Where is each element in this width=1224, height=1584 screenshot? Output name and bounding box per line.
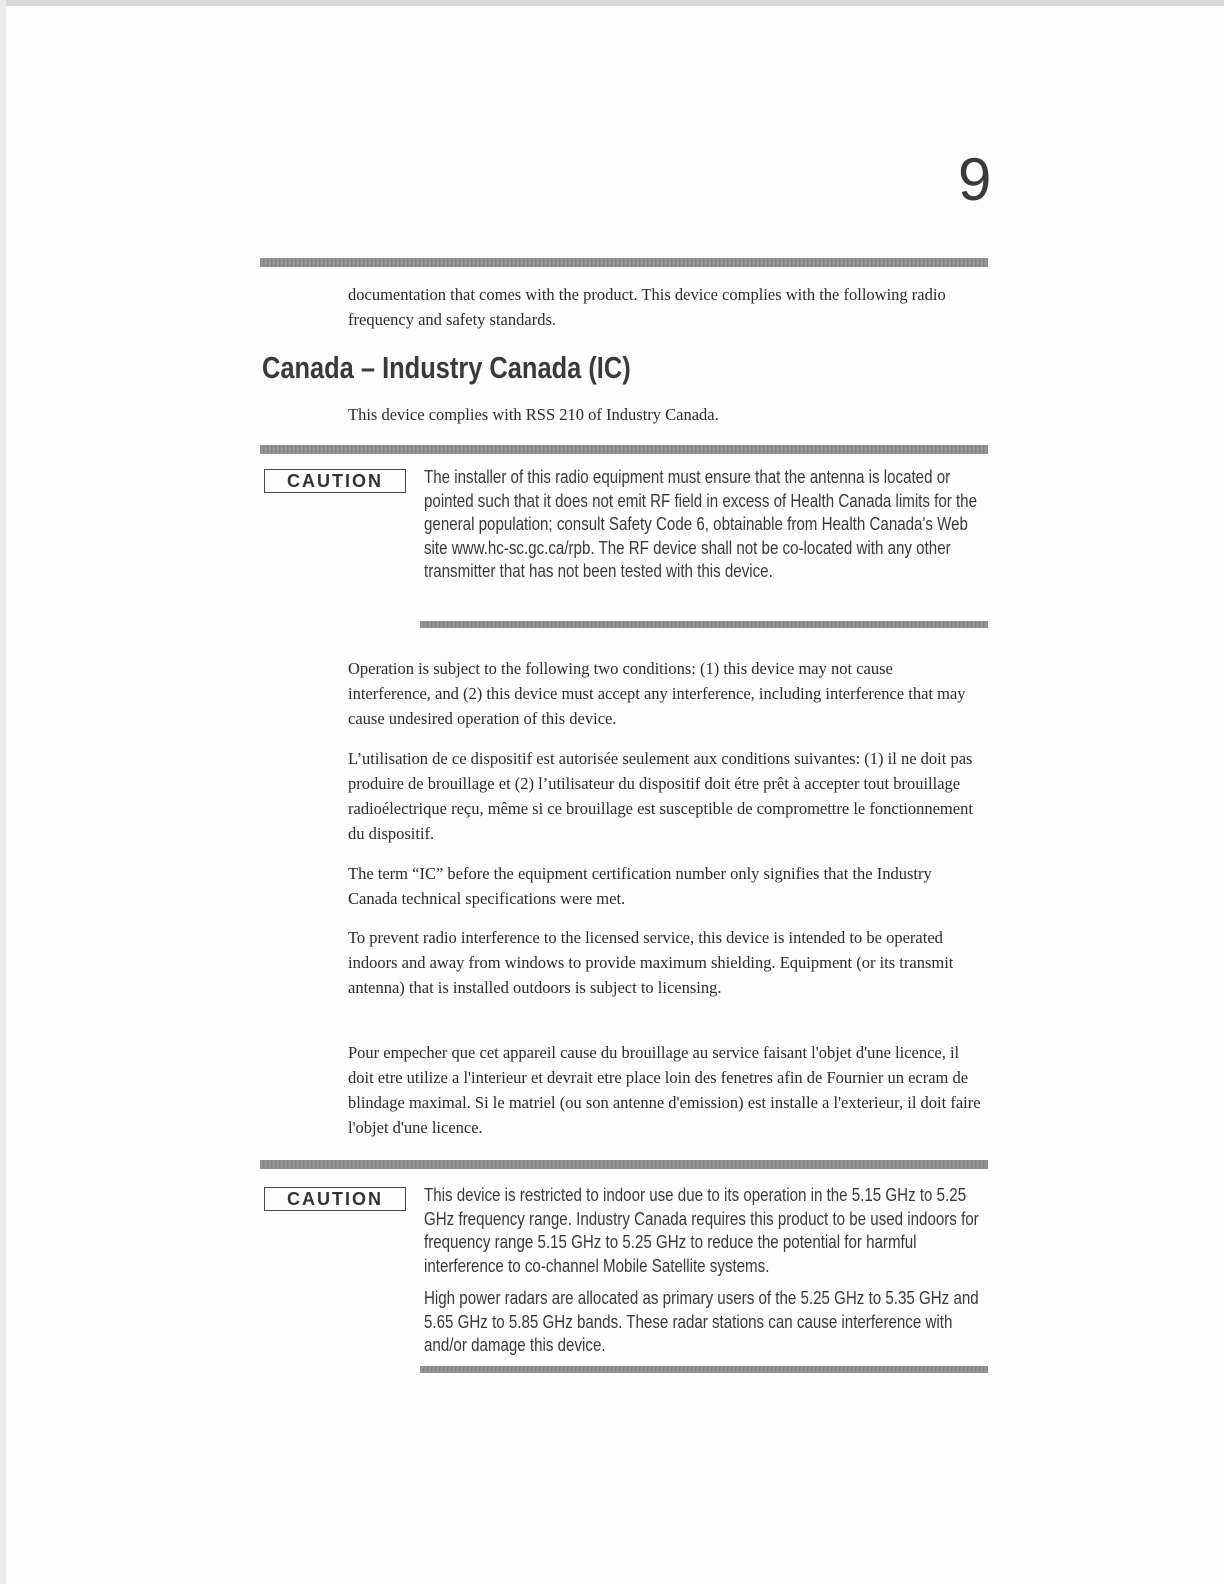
caution1-bottom-rule (420, 621, 988, 628)
body-paragraph-2: L’utilisation de ce dispositif est autorisée seulement aux conditions suivantes: (1) il ne doit pas produire de brouillage et (2) l’utilisateur du dispositif doit étre prêt à accepter tout brouillage radioélectrique reçu, même si ce brouillage est susceptible de compromettre le fonctionnement du dispositif. (348, 749, 973, 843)
caution1-top-rule (260, 445, 988, 454)
body-paragraph-1: Operation is subject to the following two conditions: (1) this device may not cause interference, and (2) this device must accept any interference, including interference that may cause undesired operation of this device. (348, 659, 966, 728)
caution2-text-1: This device is restricted to indoor use due to its operation in the 5.15 GHz to 5.25 GHz frequency range. Industry Canada requires this product to be used indoors for frequency range 5.15 GHz to 5.25 GHz to reduce the potential for harmful interference to co-channel Mobile Satellite systems. (424, 1185, 979, 1276)
page-edge-top (0, 0, 1224, 6)
intro-paragraph: documentation that comes with the product. This device complies with the following radio frequency and safety standards. (348, 285, 946, 329)
compliance-paragraph: This device complies with RSS 210 of Industry Canada. (348, 405, 719, 424)
body-paragraph-4: To prevent radio interference to the licensed service, this device is intended to be operated indoors and away from windows to provide maximum shielding. Equipment (or its transmit antenna) that is installed outdoors is subject to licensing. (348, 928, 954, 997)
caution2-text-2: High power radars are allocated as primary users of the 5.25 GHz to 5.35 GHz and 5.65 GHz to 5.85 GHz bands. These radar stations can cause interference with and/or damage this device. (424, 1288, 979, 1355)
caution-label-1: CAUTION (264, 469, 406, 493)
body-paragraph-3: The term “IC” before the equipment certification number only signifies that the Industry Canada technical specifications were met. (348, 864, 932, 908)
caution-label-2: CAUTION (264, 1187, 406, 1211)
caution2-bottom-rule (420, 1366, 988, 1373)
caution2-top-rule (260, 1160, 988, 1169)
caution1-text: The installer of this radio equipment must ensure that the antenna is located or pointed such that it does not emit RF field in excess of Health Canada limits for the general population; consult Safety Code 6, obtainable from Health Canada's Web site www.hc-sc.gc.ca/rpb. The RF device shall not be co-located with any other transmitter that has not been tested with this device. (424, 467, 978, 581)
section-heading: Canada – Industry Canada (IC) (262, 350, 631, 385)
page-number: 9 (958, 146, 992, 213)
body-paragraph-5: Pour empecher que cet appareil cause du brouillage au service faisant l'objet d'une licence, il doit etre utilize a l'interieur et devrait etre place loin des fenetres afin de Fournier un ecram de blindage maximal. Si le matriel (ou son antenne d'emission) est installe a l'exterieur, il doit faire l'objet d'une licence. (348, 1043, 981, 1137)
page-edge-left (0, 0, 6, 1584)
header-rule (260, 258, 988, 267)
